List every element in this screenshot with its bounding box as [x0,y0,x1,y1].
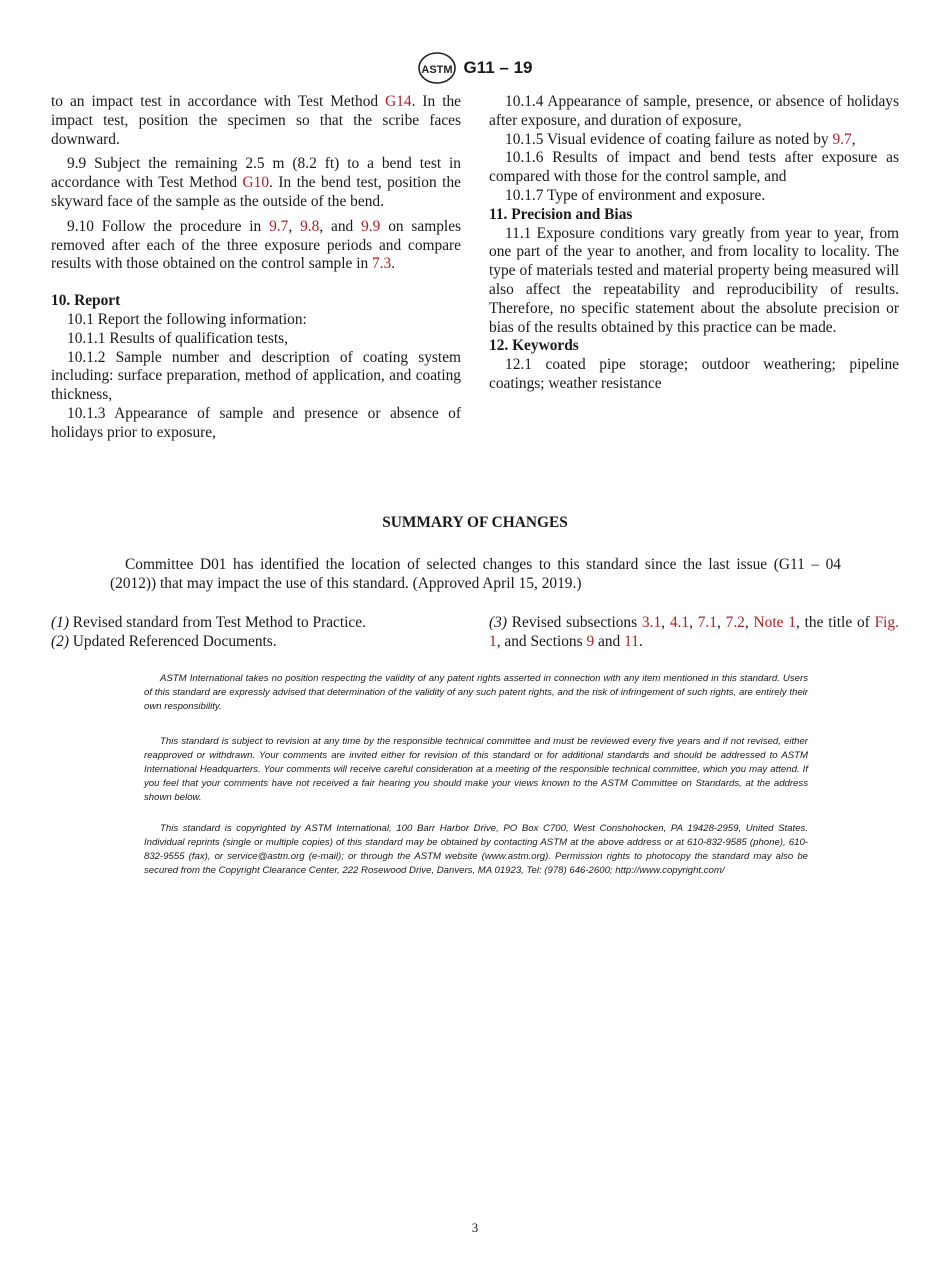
changes-right [489,613,899,651]
change-item-1: (1) Revised standard from Test Method to Practice. [51,614,366,631]
paragraph-10-1-1: 10.1.1 Results of qualification tests, [67,329,288,347]
standard-designation: G11 – 19 [463,58,533,77]
paragraph-9-8-continued: to an impact test in accordance with Test Method G14. In the impact test, position the specimen so that the scribe faces downward. [51,93,461,148]
copyright-notice: This standard is copyrighted by ASTM International, 100 Barr Harbor Drive, PO Box C700, West Conshohocken, PA 19428-2959, United States. Individual reprints (single or multiple copies) of this standard may be obtained by contacting ASTM at the above address or at 610-832-9585 (phone), 610-832-9555 (fax), or service@astm.org (e-mail); or through the ASTM website (www.astm.org). Permission rights to photocopy the standard may also be secured from the Copyright Clearance Center, 222 Rosewood Drive, Danvers, MA 01923, Tel: (978) 646-2600; http://www.copyright.com/ [144,823,808,876]
ref-9-7-link[interactable]: 9.7 [269,217,289,235]
right-column [489,93,899,394]
ref-fig-1-link[interactable]: Fig. 1 [489,614,899,650]
ref-7-1-link[interactable]: 7.1 [697,614,717,631]
paragraph-11-1: 11.1 Exposure conditions vary greatly from year to year, from one part of the year to another, and from locality to locality. The type of materials tested and material property being measured will also affect the repeatability and reproducibility of results. Therefore, no specific statement about the absolute precision or bias of the results obtained by this practice can be made. [489,224,899,336]
left-column [51,93,461,443]
change-item-3: (3) Revised subsections 3.1, 4.1, 7.1, 7.2, Note 1, the title of Fig. 1, and Sections 9 and 11. [489,614,899,650]
ref-section-9-link[interactable]: 9 [586,633,595,650]
paragraph-12-1: 12.1 coated pipe storage; outdoor weathering; pipeline coatings; weather resistance [489,356,899,392]
change-item-2: (2) Updated Referenced Documents. [51,633,277,650]
ref-9-9-link[interactable]: 9.9 [361,217,381,235]
patent-notice: ASTM International takes no position respecting the validity of any patent rights asserted in connection with any item mentioned in this standard. Users of this standard are expressly advised that determination of the validity of any such patent rights, and the risk of infringement of such rights, are entirely their own responsibility. [144,673,808,712]
ref-g14-link[interactable]: G14 [385,93,412,110]
summary-intro: Committee D01 has identified the location of selected changes to this standard since the last issue (G11 – 04 (2012)) that may impact the use of this standard. (Approved April 15, 2019.) [110,556,841,592]
ref-7-2-link[interactable]: 7.2 [725,614,745,631]
paragraph-10-1-7: 10.1.7 Type of environment and exposure. [505,186,766,204]
paragraph-10-1-6: 10.1.6 Results of impact and bend tests after exposure as compared with those for the control sample, and [489,149,899,186]
paragraph-10-1: 10.1 Report the following information: [67,310,307,328]
paragraph-10-1-4: 10.1.4 Appearance of sample, presence, or absence of holidays after exposure, and duration of exposure, [489,93,899,129]
section-11-heading: 11. Precision and Bias [489,205,633,223]
ref-note-1-link[interactable]: Note 1 [753,614,796,631]
revision-notice: This standard is subject to revision at any time by the responsible technical committee and must be reviewed every five years and if not revised, either reapproved or withdrawn. Your comments are invited either for revision of this standard or for additional standards and should be addressed to ASTM International Headquarters. Your comments will receive careful consideration at a meeting of the responsible technical committee, which you may attend. If you feel that your comments have not received a fair hearing you should make your views known to the ASTM Committee on Standards, at the address shown below. [144,736,808,803]
changes-left [51,613,451,651]
page-number: 3 [471,1220,479,1235]
ref-9-7-link[interactable]: 9.7 [832,130,852,148]
paragraph-9-10: 9.10 Follow the procedure in 9.7, 9.8, and 9.9 on samples removed after each of the three exposure periods and compare results with those obtained on the control sample in 7.3. [51,217,462,273]
section-10-heading: 10. Report [51,292,121,310]
astm-logo-icon [417,51,457,85]
ref-4-1-link[interactable]: 4.1 [669,614,690,631]
paragraph-10-1-3: 10.1.3 Appearance of sample and presence or absence of holidays prior to exposure, [51,404,461,441]
paragraph-10-1-2: 10.1.2 Sample number and description of coating system including: surface preparation, method of application, and coating thickness, [51,348,461,404]
ref-g10-link[interactable]: G10 [242,174,270,192]
ref-9-8-link[interactable]: 9.8 [300,217,320,235]
ref-section-11-link[interactable]: 11 [624,633,639,650]
svg-text:ASTM: ASTM [421,64,454,76]
ref-3-1-link[interactable]: 3.1 [641,614,662,631]
summary-of-changes-title: SUMMARY OF CHANGES [382,514,568,531]
page-header [0,50,950,86]
section-12-heading: 12. Keywords [489,337,579,355]
paragraph-10-1-5: 10.1.5 Visual evidence of coating failure as noted by 9.7, [505,130,856,148]
paragraph-9-9: 9.9 Subject the remaining 2.5 m (8.2 ft) to a bend test in accordance with Test Method G10. In the bend test, position the skyward face of the sample as the outside of the bend. [51,155,461,210]
ref-7-3-link[interactable]: 7.3 [372,255,392,273]
